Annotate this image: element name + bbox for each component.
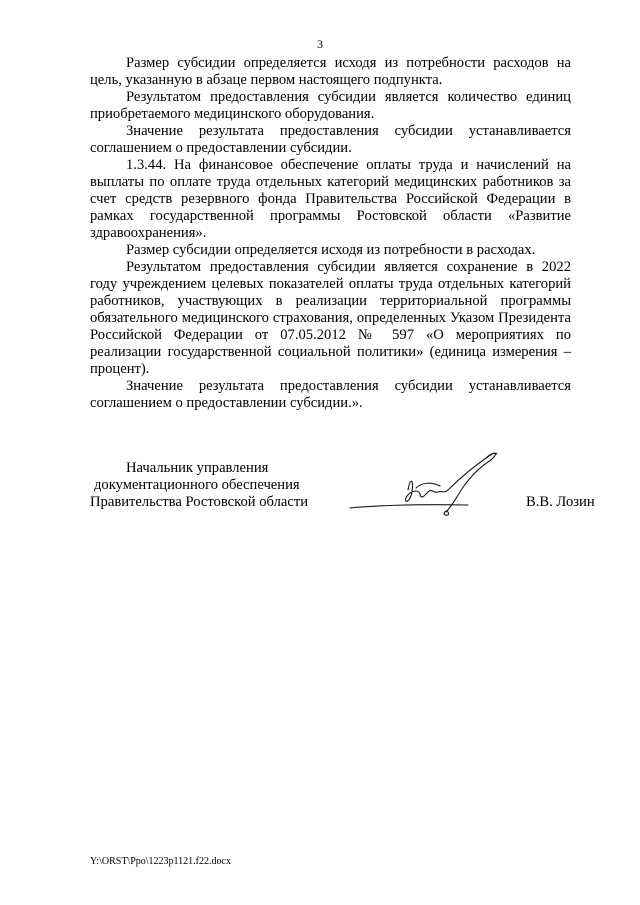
footer-file-path: Y:\ORST\Ppo\1223p1121.f22.docx <box>90 856 231 867</box>
paragraph-result-salary: Результатом предоставления субсидии является сохранение в 2022 году учреждением целевых показателей оплаты труда отдельных категорий работников, участвующих в реализации территориальной программы обязательного медицинского страхования, определенных Указом Президента Российской Федерации от 07.05.2012 № 597 «О мероприятиях по реализации государственной социальной политики» (единица измерения – процент). <box>90 259 571 377</box>
signatory-title-line2: документационного обеспечения <box>94 477 300 493</box>
signatory-name: В.В. Лозин <box>526 494 595 510</box>
page-number: 3 <box>317 37 323 51</box>
paragraph-subsidy-size-1: Размер субсидии определяется исходя из потребности расходов на цель, указанную в абзаце первом настоящего подпункта. <box>90 55 571 88</box>
signatory-title <box>90 460 308 511</box>
document-body <box>90 55 571 412</box>
handwritten-signature <box>348 448 508 526</box>
paragraph-result-value-2: Значение результата предоставления субсидии устанавливается соглашением о предоставлении субсидии.». <box>90 378 571 411</box>
signatory-title-line3: Правительства Ростовской области <box>90 494 309 510</box>
signatory-title-line1: Начальник управления <box>126 460 269 476</box>
paragraph-result-value-1: Значение результата предоставления субсидии устанавливается соглашением о предоставлении субсидии. <box>90 123 571 156</box>
paragraph-subsidy-size-2: Размер субсидии определяется исходя из потребности в расходах. <box>126 242 536 258</box>
paragraph-item-1-3-44: 1.3.44. На финансовое обеспечение оплаты труда и начислений на выплаты по оплате труда отдельных категорий медицинских работников за счет средств резервного фонда Правительства Российской Федерации в рамках государственной программы Ростовской области «Развитие здравоохранения». <box>90 157 571 241</box>
paragraph-result-equipment: Результатом предоставления субсидии является количество единиц приобретаемого медицинского оборудования. <box>90 89 571 122</box>
